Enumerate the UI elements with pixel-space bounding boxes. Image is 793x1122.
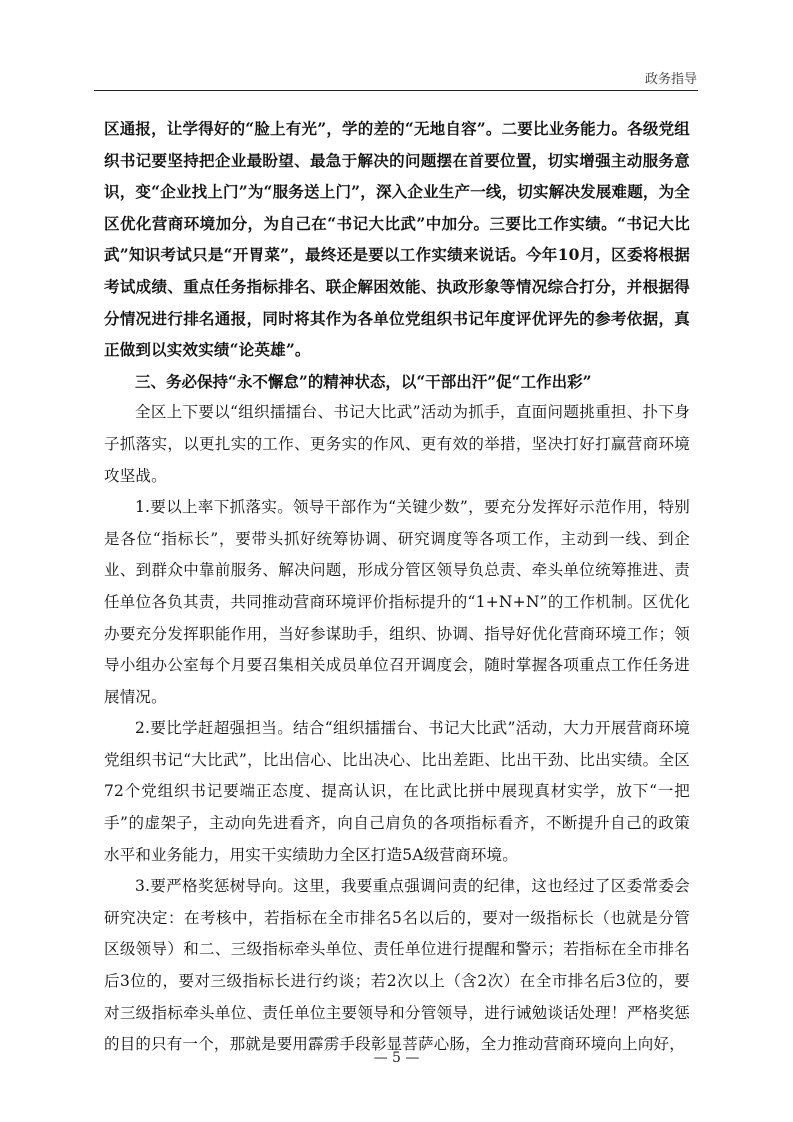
section-heading: 三、务必保持“永不懈怠”的精神状态，以“干部出汗”促“工作出彩”: [135, 371, 592, 391]
paragraph-item-2: 2.要比学赶超强担当。结合“组织擂擂台、书记大比武”活动，大力开展营商环境党组织书记“大比武”，比出信心、比出决心、比出差距、比出干劲、比出实绩。全区72个党组织书记要端正态度、提高认识，在比武比拼中展现真材实学，放下“一把手”的虚架子，主动向先进看齐，向自己肩负的各项指标看齐，不断提升自己的政策水平和业务能力，用实干实绩助力全区打造5A级营商环境。: [104, 719, 690, 864]
paragraph-item-3: 3.要严格奖惩树导向。这里，我要重点强调问责的纪律，这也经过了区委常委会研究决定：在考核中，若指标在全市排名5名以后的，要对一级指标长（也就是分管区级领导）和二、三级指标牵头单位、责任单位进行提醒和警示；若指标在全市排名后3位的，要对三级指标长进行约谈；若2次以上（含2次）在全市排名后3位的，要对三级指标牵头单位、责任单位主要领导和分管领导，进行诫勉谈话处理！严格奖惩的目的只有一个，那就是要用霹雳手段彰显菩萨心肠，全力推动营商环境向上向好，: [104, 877, 690, 1054]
header-title: 政务指导: [644, 72, 697, 87]
header-rule: [94, 90, 698, 91]
paragraph-continuation: 区通报，让学得好的“脸上有光”，学的差的“无地自容”。二要比业务能力。各级党组织书记要坚持把企业最盼望、最急于解决的问题摆在首要位置，切实增强主动服务意识，变“企业找上门”为“服务送上门”，深入企业生产一线，切实解决发展难题，为全区优化营商环境加分，为自己在“书记大比武”中加分。三要比工作实绩。“书记大比武”知识考试只是“开胃菜”，最终还是要以工作实绩来说话。今年10月，区委将根据考试成绩、重点任务指标排名、联企解困效能、执政形象等情况综合打分，并根据得分情况进行排名通报，同时将其作为各单位党组织书记年度评优评先的参考依据，真正做到以实效实绩“论英雄”。: [104, 119, 690, 360]
document-body: [104, 113, 690, 1061]
paragraph-intro: 全区上下要以“组织擂擂台、书记大比武”活动为抓手，直面问题挑重担、扑下身子抓落实，以更扎实的工作、更务实的作风、更有效的举措，坚决打好打赢营商环境攻坚战。: [104, 403, 690, 485]
paragraph-item-1: 1.要以上率下抓落实。领导干部作为“关键少数”，要充分发挥好示范作用，特别是各位“指标长”，要带头抓好统筹协调、研究调度等各项工作，主动到一线、到企业、到群众中靠前服务、解决问题，形成分管区领导负总责、牵头单位统筹推进、责任单位各负其责，共同推动营商环境评价指标提升的“1+N+N”的工作机制。区优化办要充分发挥职能作用，当好参谋助手，组织、协调、指导好优化营商环境工作；领导小组办公室每个月要召集相关成员单位召开调度会，随时掌握各项重点工作任务进展情况。: [104, 498, 690, 706]
page-number: — 5 —: [373, 1050, 420, 1066]
